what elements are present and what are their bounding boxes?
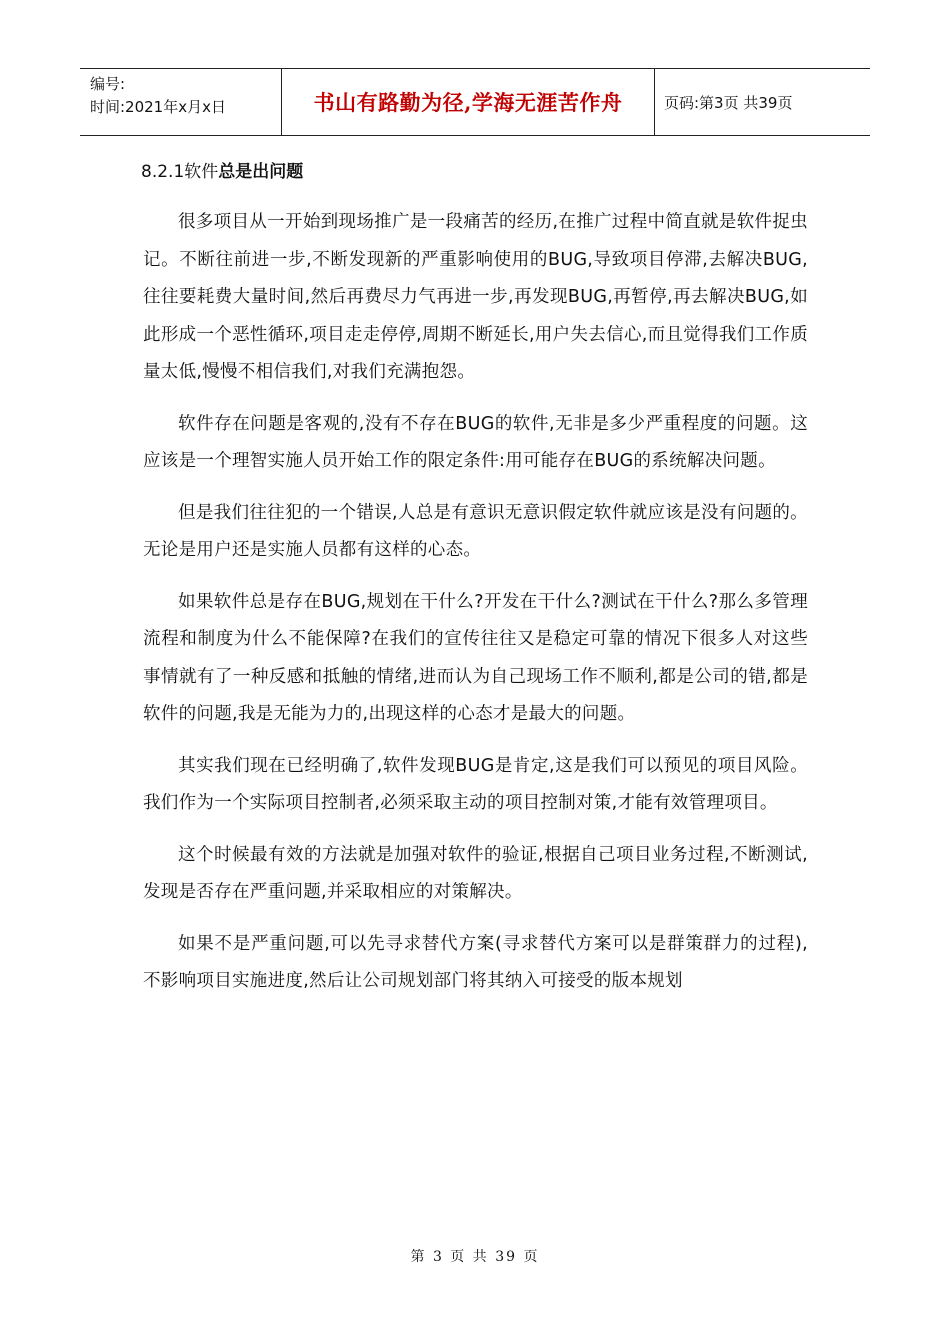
document-time-label: 时间:2021年x月x日: [90, 98, 226, 116]
header-motto: 书山有路勤为径,学海无涯苦作舟: [282, 69, 655, 135]
paragraph: 软件存在问题是客观的,没有不存在BUG的软件,无非是多少严重程度的问题。这应该是一个理智实施人员开始工作的限定条件:用可能存在BUG的系统解决问题。: [143, 413, 808, 471]
page-footer: 第 3 页 共 39 页: [410, 1249, 540, 1265]
section-number: 8.2.1软件: [141, 162, 219, 182]
paragraph: 其实我们现在已经明确了,软件发现BUG是肯定,这是我们可以预见的项目风险。我们作为一个实际项目控制者,必须采取主动的项目控制对策,才能有效管理项目。: [143, 755, 808, 813]
header-meta: [80, 69, 282, 135]
section-heading: [141, 152, 808, 192]
document-number-label: 编号:: [90, 75, 126, 93]
section-title: 总是出问题: [218, 162, 304, 182]
paragraph: 但是我们往往犯的一个错误,人总是有意识无意识假定软件就应该是没有问题的。无论是用户还是实施人员都有这样的心态。: [143, 502, 808, 560]
paragraph: 很多项目从一开始到现场推广是一段痛苦的经历,在推广过程中简直就是软件捉虫记。不断往前进一步,不断发现新的严重影响使用的BUG,导致项目停滞,去解决BUG,往往要耗费大量时间,然后再费尽力气再进一步,再发现BUG,再暂停,再去解决BUG,如此形成一个恶性循环,项目走走停停,周期不断延长,用户失去信心,而且觉得我们工作质量太低,慢慢不相信我们,对我们充满抱怨。: [143, 212, 808, 382]
paragraph: 如果软件总是存在BUG,规划在干什么?开发在干什么?测试在干什么?那么多管理流程和制度为什么不能保障?在我们的宣传往往又是稳定可靠的情况下很多人对这些事情就有了一种反感和抵触的情绪,进而认为自己现场工作不顺利,都是公司的错,都是软件的问题,我是无能为力的,出现这样的心态才是最大的问题。: [143, 591, 808, 724]
paragraph: 如果不是严重问题,可以先寻求替代方案(寻求替代方案可以是群策群力的过程),不影响项目实施进度,然后让公司规划部门将其纳入可接受的版本规划: [143, 933, 808, 991]
page-header: [80, 68, 870, 136]
document-body: [143, 152, 808, 1015]
header-page-info: 页码:第3页 共39页: [664, 93, 793, 112]
paragraph: 这个时候最有效的方法就是加强对软件的验证,根据自己项目业务过程,不断测试,发现是否存在严重问题,并采取相应的对策解决。: [143, 844, 808, 902]
